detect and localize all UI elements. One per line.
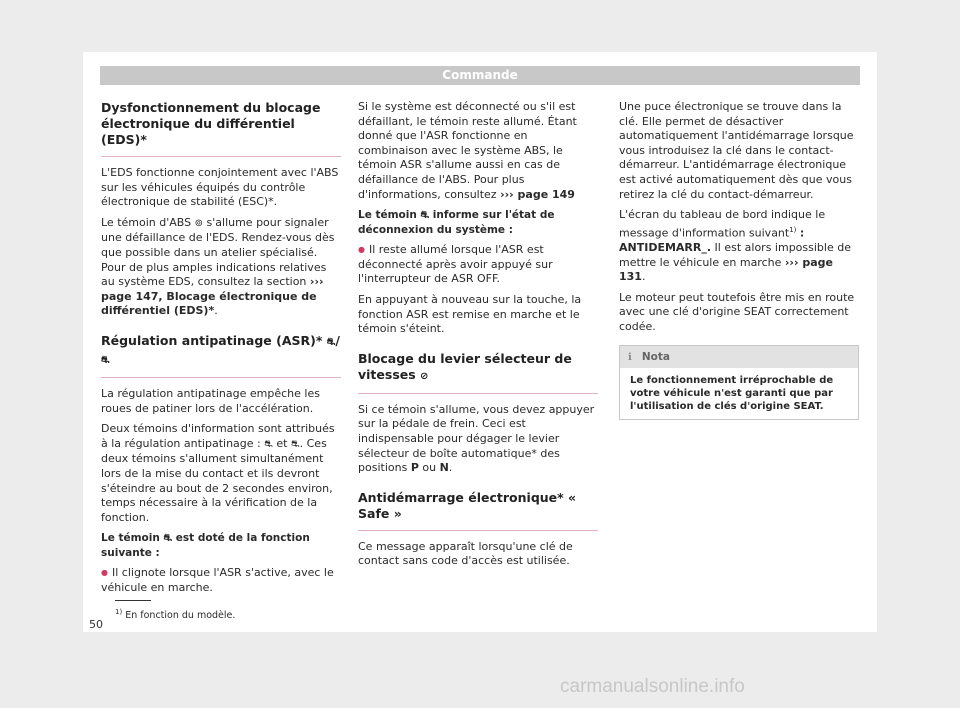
footnote: $^{1)}$ En fonction du modèle. xyxy=(115,608,236,622)
heading-immobilizer: Antidémarrage électronique* « Safe » xyxy=(358,490,598,531)
brake-pedal-icon: ⊘ xyxy=(420,370,429,382)
paragraph: L'écran du tableau de bord indique le message d'information suivant$^{1)}$ : ANTIDEMARR_. Il est alors impossible de mettre le véhicule en marche ››› page 131. xyxy=(619,208,851,284)
footnote-divider xyxy=(115,600,151,601)
column-3 xyxy=(619,100,859,420)
note-body: Le fonctionnement irréprochable de votre véhicule n'est garanti que par l'utilisation de clés d'origine SEAT. xyxy=(630,374,834,412)
section-header: Commande xyxy=(100,66,860,85)
page-link[interactable]: ››› page 149 xyxy=(500,187,575,201)
paragraph: Le moteur peut toutefois être mis en route avec une clé d'origine SEAT correctement codée. xyxy=(619,290,855,333)
asr-off-icon: ⛐ xyxy=(420,210,430,222)
paragraph: Une puce électronique se trouve dans la clé. Elle permet de désactiver automatiquement l'antidémarrage lorsque vous introduisez la clé dans le contact-démarreur. L'antidémarrage électronique est activé automatiquement dès que vous retirez la clé du contact-démarreur. xyxy=(619,100,854,201)
heading-asr: Régulation antipatinage (ASR)* ⛐/⛐ xyxy=(101,333,341,378)
paragraph: L'EDS fonctionne conjointement avec l'ABS sur les véhicules équipés du contrôle électronique de stabilité (ESC)*. xyxy=(101,166,339,209)
page-link[interactable]: ››› page 147, Blocage électronique de différentiel (EDS)* xyxy=(101,275,324,318)
page-link[interactable]: ››› page 131 xyxy=(619,255,833,284)
subheading: Le témoin ⛐ est doté de la fonction suivante : xyxy=(101,532,310,560)
paragraph: Le témoin d'ABS ⊚ s'allume pour signaler une défaillance de l'EDS. Rendez-vous dès que possible dans un atelier spécialisé. Pour de plus amples indications relatives au système EDS, consultez la section ››› page 147, Blocage électronique de différentiel (EDS)*. xyxy=(101,215,335,318)
note-header: ℹ Nota xyxy=(620,346,858,368)
asr-off-icon: ⛐ xyxy=(101,354,110,366)
paragraph: Si le système est déconnecté ou s'il est défaillant, le témoin reste allumé. Étant donné que l'ASR fonctionne en combinaison avec le système ABS, le témoin ASR s'allume aussi en cas de défaillance de l'ABS. Pour plus d'informations, consultez ››› page 149 xyxy=(358,100,577,201)
paragraph: Si ce témoin s'allume, vous devez appuyer sur la pédale de frein. Ceci est indispensable pour dégager le levier sélecteur de boîte automatique* des positions P ou N. xyxy=(358,402,595,475)
page-number: 50 xyxy=(89,618,103,631)
list-item: ● Il clignote lorsque l'ASR s'active, avec le véhicule en marche. xyxy=(101,566,341,595)
heading-eds: Dysfonctionnement du blocage électronique du différentiel (EDS)* xyxy=(101,100,341,157)
column-1 xyxy=(101,100,341,601)
paragraph: Ce message apparaît lorsqu'une clé de contact sans code d'accès est utilisée. xyxy=(358,539,573,568)
asr-icon: ⛐ xyxy=(264,438,273,450)
asr-icon: ⛐ xyxy=(163,533,173,545)
info-icon: ℹ xyxy=(628,351,632,363)
paragraph: Deux témoins d'information sont attribués à la régulation antipatinage : ⛐ et ⛐. Ces deux témoins s'allument simultanément lors de la mise du contact et ils devront s'éteindre au bout de 2 secondes environ, temps nécessaire à la vérification de la fonction. xyxy=(101,422,335,524)
note-box xyxy=(619,345,859,420)
asr-off-icon: ⛐ xyxy=(290,438,300,450)
paragraph: La régulation antipatinage empêche les roues de patiner lors de l'accélération. xyxy=(101,386,320,415)
list-item: ● Il reste allumé lorsque l'ASR est déconnecté après avoir appuyé sur l'interrupteur de ASR OFF. xyxy=(358,243,598,287)
subheading: Le témoin ⛐ informe sur l'état de déconnexion du système : xyxy=(358,209,555,237)
abs-warning-icon: ⊚ xyxy=(194,217,204,229)
asr-icon: ⛐ xyxy=(326,336,336,348)
watermark: carmanualsonline.info xyxy=(560,676,745,697)
heading-lever: Blocage du levier sélecteur de vitesses ⊘ xyxy=(358,351,598,394)
column-2 xyxy=(358,100,598,575)
paragraph: En appuyant à nouveau sur la touche, la fonction ASR est remise en marche et le témoin s'éteint. xyxy=(358,292,582,336)
